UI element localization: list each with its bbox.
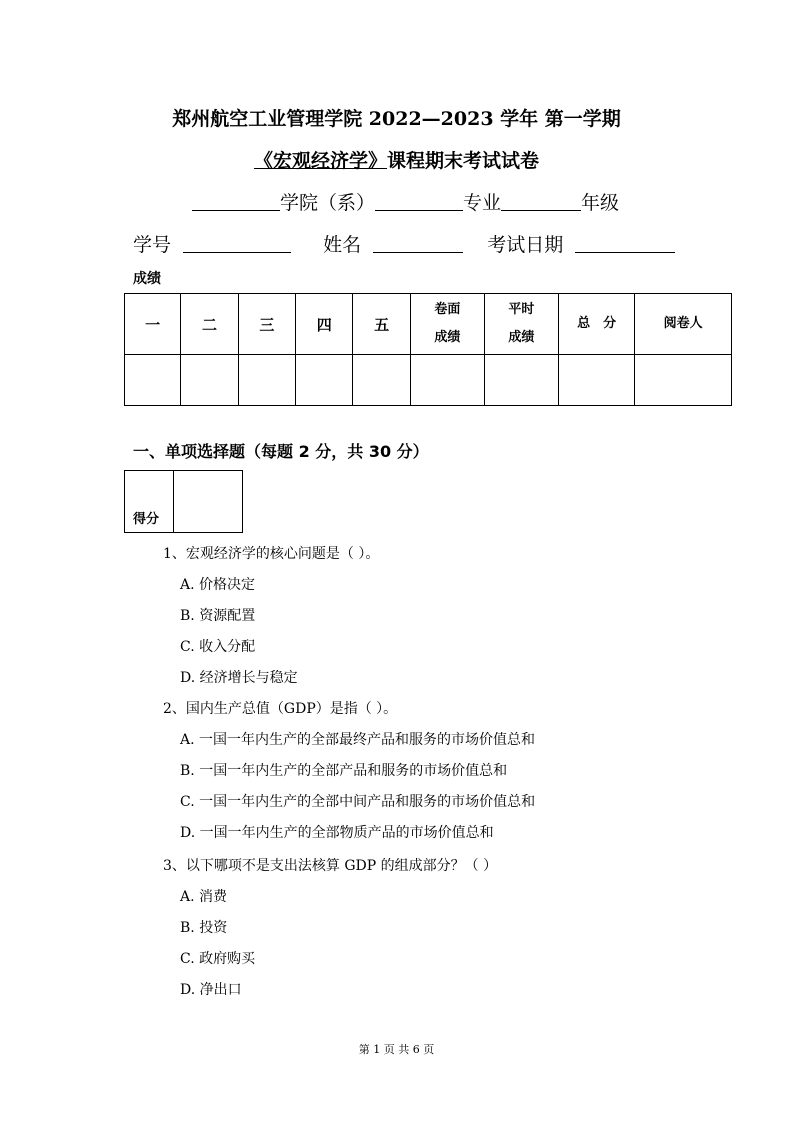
score-cell-regular[interactable] xyxy=(484,355,558,406)
section-score-label: 得分 xyxy=(133,512,160,527)
student-info-line xyxy=(133,230,675,257)
score-header-2: 二 xyxy=(181,294,238,355)
q2-option-c[interactable]: C. 一国一年内生产的全部中间产品和服务的市场价值总和 xyxy=(180,794,536,810)
section-score-box xyxy=(124,470,243,533)
q3-option-b[interactable]: B. 投资 xyxy=(180,920,228,936)
college-blank[interactable] xyxy=(192,192,280,211)
course-name: 《宏观经济学》 xyxy=(253,150,387,172)
course-title xyxy=(0,146,793,173)
q2-option-d[interactable]: D. 一国一年内生产的全部物质产品的市场价值总和 xyxy=(180,825,494,841)
question-3: 3、以下哪项不是支出法核算 GDP 的组成部分？（ ） xyxy=(163,858,498,874)
q1-option-b[interactable]: B. 资源配置 xyxy=(180,608,256,624)
score-cell-2[interactable] xyxy=(181,355,238,406)
section-title: 一、单项选择题（每题 2 分，共 30 分） xyxy=(133,442,429,461)
score-cell-1[interactable] xyxy=(125,355,181,406)
major-blank[interactable] xyxy=(375,192,463,211)
question-1: 1、宏观经济学的核心问题是（ ）。 xyxy=(163,546,380,562)
student-id-blank[interactable] xyxy=(183,234,291,253)
score-cell-4[interactable] xyxy=(296,355,353,406)
exam-date-label: 考试日期 xyxy=(487,234,564,256)
exam-type: 课程期末考试试卷 xyxy=(387,150,540,172)
score-header-regular: 平时 成绩 xyxy=(484,294,558,355)
q1-option-c[interactable]: C. 收入分配 xyxy=(180,639,256,655)
grade-blank[interactable] xyxy=(501,192,581,211)
grade-label: 年级 xyxy=(581,192,620,214)
score-cell-paper[interactable] xyxy=(410,355,484,406)
major-label: 专业 xyxy=(463,192,502,214)
score-header-4: 四 xyxy=(296,294,353,355)
score-header-3: 三 xyxy=(238,294,295,355)
score-cell-5[interactable] xyxy=(353,355,410,406)
q1-option-a[interactable]: A. 价格决定 xyxy=(180,577,256,593)
score-header-1: 一 xyxy=(125,294,181,355)
score-header-paper: 卷面 成绩 xyxy=(410,294,484,355)
college-line xyxy=(192,188,619,215)
score-header-grader: 阅卷人 xyxy=(635,294,732,355)
name-blank[interactable] xyxy=(373,234,463,253)
q3-option-d[interactable]: D. 净出口 xyxy=(180,982,242,998)
q3-option-a[interactable]: A. 消费 xyxy=(180,889,228,905)
question-2: 2、国内生产总值（GDP）是指（ ）。 xyxy=(163,701,398,717)
student-id-label: 学号 xyxy=(133,234,172,256)
page-number: 第 1 页 共 6 页 xyxy=(358,1043,435,1056)
exam-title: 郑州航空工业管理学院 2022—2023 学年 第一学期 xyxy=(172,108,621,130)
score-table xyxy=(124,293,732,406)
score-box-divider xyxy=(173,471,174,532)
name-label: 姓名 xyxy=(323,234,362,256)
score-cell-total[interactable] xyxy=(558,355,634,406)
exam-date-blank[interactable] xyxy=(575,234,675,253)
score-header-total: 总 分 xyxy=(558,294,634,355)
score-cell-grader[interactable] xyxy=(635,355,732,406)
college-label: 学院（系） xyxy=(280,192,376,214)
q2-option-b[interactable]: B. 一国一年内生产的全部产品和服务的市场价值总和 xyxy=(180,763,508,779)
score-cell-3[interactable] xyxy=(238,355,295,406)
score-label: 成绩 xyxy=(133,271,161,287)
q2-option-a[interactable]: A. 一国一年内生产的全部最终产品和服务的市场价值总和 xyxy=(180,732,536,748)
q3-option-c[interactable]: C. 政府购买 xyxy=(180,951,256,967)
score-header-5: 五 xyxy=(353,294,410,355)
q1-option-d[interactable]: D. 经济增长与稳定 xyxy=(180,670,298,686)
